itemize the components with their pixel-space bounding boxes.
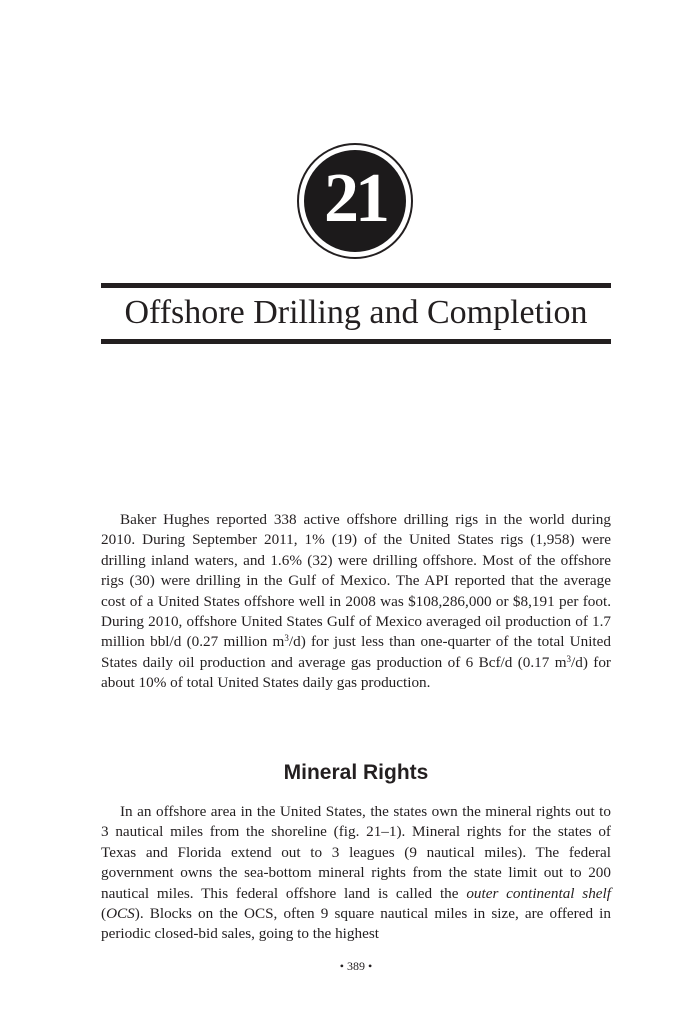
intro-paragraph xyxy=(101,510,611,694)
intro-text-part: /d) for about 10% of total United States daily gas production. xyxy=(101,653,611,692)
chapter-number-circle xyxy=(304,150,406,252)
section-text-part: In an offshore area in the United States, the states own the mineral rights out to 3 nautical miles from the shoreline (fig. 21–1). Mineral rights for the states of Texas and Florida extend out to 3 leagues (9 nautical miles). The federal government owns the sea-bottom mineral rights from the state limit out to 200 nautical miles. This federal offshore land is called the xyxy=(101,803,611,902)
section-text-part: ). Blocks on the OCS, often 9 square nautical miles in size, are offered in periodic closed-bid sales, going to the highest xyxy=(101,905,611,943)
title-rule-top xyxy=(101,283,611,288)
intro-text-part: /d) for just less than one-quarter of the total United States daily oil production and average gas production of 6 Bcf/d (0.17 m xyxy=(101,633,611,671)
superscript-cubed: 3 xyxy=(284,633,289,644)
section-heading-mineral-rights: Mineral Rights xyxy=(283,761,429,784)
intro-text-part: Baker Hughes reported 338 active offshore drilling rigs in the world during 2010. During September 2011, 1% (19) of the United States rigs (1,958) were drilling inland waters, and 1.6% (32) were drilling offshore. Most of the offshore rigs (30) were drilling in the Gulf of Mexico. The API reported that the average cost of a United States offshore well in 2008 was $108,286,000 or $8,191 per foot. During 2010, offshore United States Gulf of Mexico averaged oil production of 1.7 million bbl/d (0.27 million m xyxy=(101,511,611,651)
italic-term: outer continental shelf xyxy=(466,884,611,902)
superscript-cubed: 3 xyxy=(566,653,572,664)
page-number: • 389 • xyxy=(339,959,373,973)
chapter-title: Offshore Drilling and Completion xyxy=(124,294,588,331)
chapter-number: 21 xyxy=(324,160,386,237)
mineral-rights-paragraph xyxy=(101,802,611,945)
title-rule-bottom xyxy=(101,339,611,344)
chapter-number-badge xyxy=(297,143,413,259)
section-text-part: ( xyxy=(101,905,107,923)
italic-abbreviation: OCS xyxy=(106,905,135,923)
